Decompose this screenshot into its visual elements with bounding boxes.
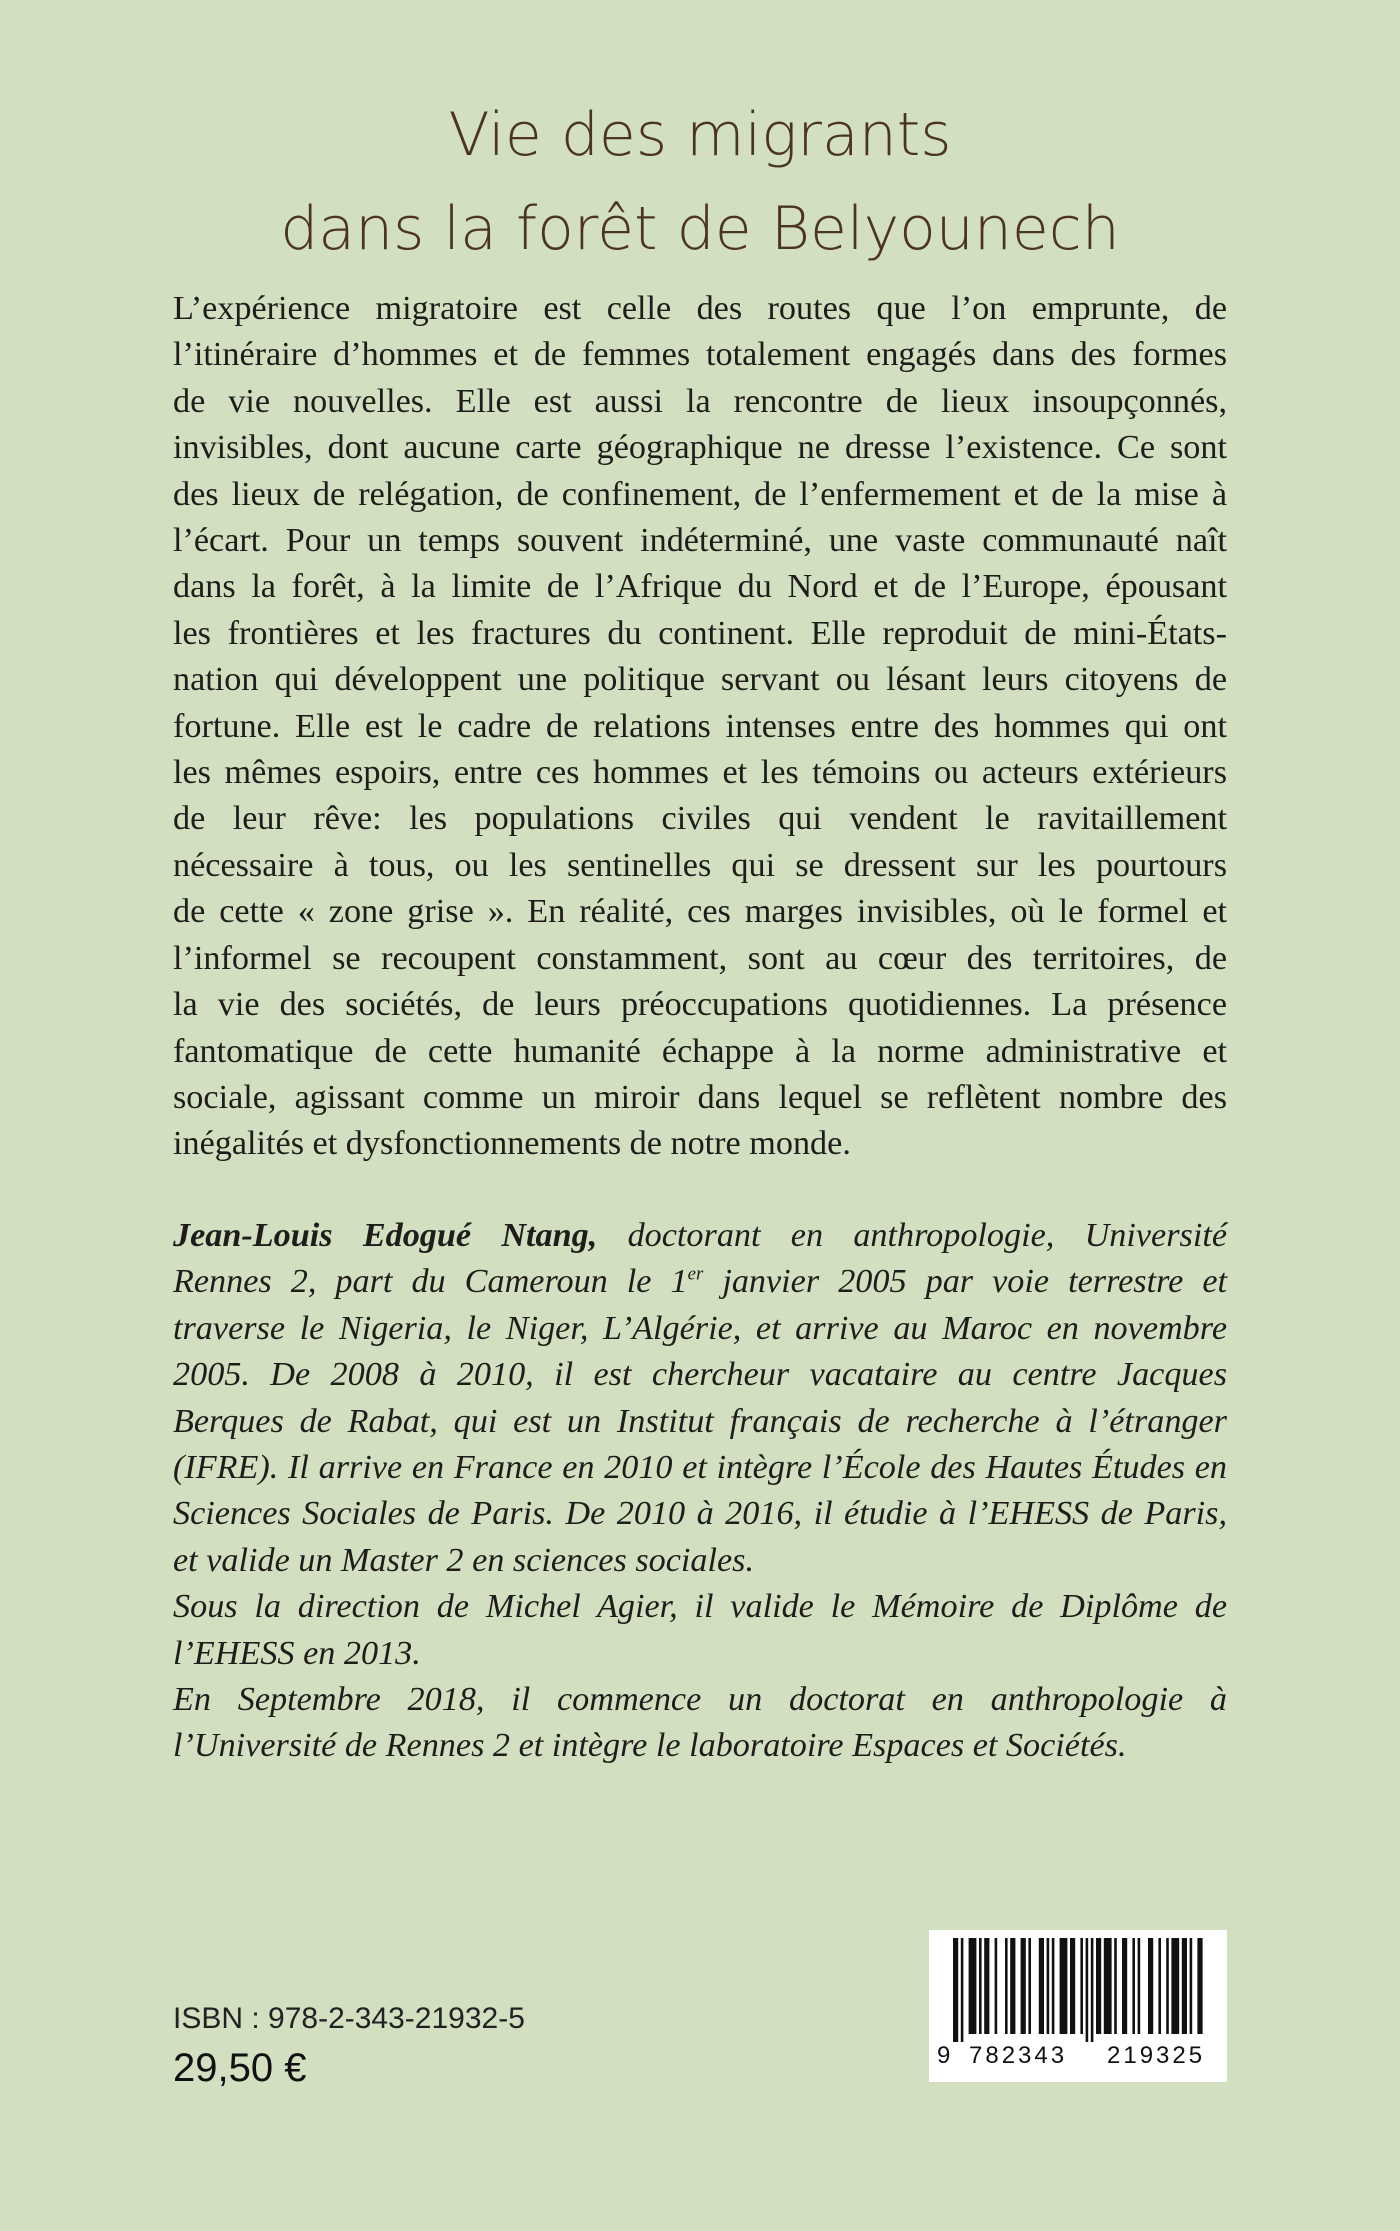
- summary-line: les frontières et les fractures du continent. Elle reproduit de mini-États-: [173, 614, 1227, 652]
- bio-line: En Septembre 2018, il commence un doctorat en anthropologie à: [173, 1681, 1227, 1719]
- summary-line: de cette « zone grise ». En réalité, ces marges invisibles, où le formel et: [173, 893, 1227, 931]
- barcode-bar: [1060, 1938, 1068, 2034]
- barcode-bar: [1171, 1938, 1179, 2034]
- barcode-bar: [1080, 1938, 1083, 2034]
- isbn-text: ISBN : 978-2-343-21932-5: [173, 2002, 525, 2035]
- barcode-bar: [969, 1938, 977, 2034]
- book-summary: [173, 286, 1227, 1168]
- barcode-bar: [1070, 1938, 1075, 2034]
- barcode-bar: [1005, 1938, 1008, 2034]
- barcode-bar: [1114, 1938, 1117, 2034]
- summary-line: inégalités et dysfonctionnements de notre monde.: [173, 1125, 851, 1163]
- price-text: 29,50 €: [173, 2046, 307, 2090]
- summary-line: dans la forêt, à la limite de l’Afrique du Nord et de l’Europe, épousant: [173, 568, 1227, 606]
- barcode-bar: [1028, 1938, 1031, 2034]
- barcode-bar: [1197, 1938, 1202, 2034]
- bio-line: l’EHESS en 2013.: [173, 1634, 421, 1672]
- bio-line: et valide un Master 2 en sciences sociales.: [173, 1541, 755, 1579]
- barcode-digits-left: 782343: [969, 2042, 1068, 2069]
- barcode-bar: [1086, 1938, 1089, 2042]
- barcode-bar: [1182, 1938, 1187, 2034]
- barcode-bar: [1010, 1938, 1015, 2034]
- summary-line: sociale, agissant comme un miroir dans lequel se reflètent nombre des: [173, 1078, 1227, 1116]
- bio-line-text: janvier 2005 par voie terrestre et: [703, 1263, 1228, 1301]
- summary-line: l’écart. Pour un temps souvent indéterminé, une vaste communauté naît: [173, 522, 1227, 560]
- bio-line-text: Rennes 2, part du Cameroun le 1: [173, 1263, 688, 1301]
- barcode-bar: [1052, 1938, 1055, 2034]
- barcode-bar: [1047, 1938, 1050, 2034]
- author-name: Jean-Louis Edogué Ntang,: [173, 1217, 598, 1254]
- summary-line: la vie des sociétés, de leurs préoccupations quotidiennes. La présence: [173, 986, 1227, 1024]
- summary-line: fortune. Elle est le cadre de relations intenses entre des hommes qui ont: [173, 707, 1227, 745]
- bio-line: l’Université de Rennes 2 et intègre le laboratoire Espaces et Sociétés.: [173, 1727, 1127, 1765]
- bio-line: Sous la direction de Michel Agier, il valide le Mémoire de Diplôme de: [173, 1588, 1227, 1626]
- barcode-bar: [1148, 1938, 1153, 2034]
- barcode-bar: [1158, 1938, 1161, 2034]
- barcode-bar: [995, 1938, 998, 2034]
- barcode-bar: [961, 1938, 964, 2042]
- title-line-1: Vie des migrants: [448, 100, 952, 170]
- author-bio: [173, 1213, 1227, 1770]
- bio-line: traverse le Nigeria, le Niger, L’Algérie, et arrive au Maroc en novembre: [173, 1309, 1227, 1347]
- barcode-bar: [1096, 1938, 1101, 2034]
- barcode-bar: [979, 1938, 982, 2034]
- summary-line: des lieux de relégation, de confinement, de l’enfermement et de la mise à: [173, 475, 1227, 513]
- barcode-bars-icon: [939, 1938, 1217, 2042]
- summary-line: fantomatique de cette humanité échappe à la norme administrative et: [173, 1032, 1227, 1070]
- bio-line: Berques de Rabat, qui est un Institut français de recherche à l’étranger: [173, 1402, 1227, 1440]
- summary-line: de vie nouvelles. Elle est aussi la rencontre de lieux insoupçonnés,: [173, 382, 1227, 420]
- barcode-digits-right: 219325: [1107, 2042, 1206, 2069]
- summary-line: invisibles, dont aucune carte géographique ne dresse l’existence. Ce sont: [173, 429, 1227, 467]
- barcode-bar: [953, 1938, 958, 2042]
- summary-line: nation qui développent une politique servant ou lésant leurs citoyens de: [173, 661, 1227, 699]
- book-title: [0, 88, 1400, 276]
- summary-line: les mêmes espoirs, entre ces hommes et les témoins ou acteurs extérieurs: [173, 754, 1227, 792]
- barcode-digit-first: 9: [937, 2042, 951, 2069]
- summary-line: nécessaire à tous, ou les sentinelles qui se dressent sur les pourtours: [173, 846, 1227, 884]
- bio-line: 2005. De 2008 à 2010, il est chercheur vacataire au centre Jacques: [173, 1356, 1227, 1394]
- title-line-2: dans la forêt de Belyounech: [280, 194, 1120, 264]
- barcode-bar: [1122, 1938, 1127, 2034]
- summary-line: de leur rêve: les populations civiles qui vendent le ravitaillement: [173, 800, 1227, 838]
- barcode-bar: [1132, 1938, 1135, 2034]
- barcode-bar: [1138, 1938, 1141, 2034]
- summary-line: l’informel se recoupent constamment, sont au cœur des territoires, de: [173, 939, 1227, 977]
- bio-line: Sciences Sociales de Paris. De 2010 à 2016, il étudie à l’EHESS de Paris,: [173, 1495, 1227, 1533]
- barcode-bar: [1091, 1938, 1094, 2042]
- summary-line: l’itinéraire d’hommes et de femmes totalement engagés dans des formes: [173, 336, 1227, 374]
- barcode-bar: [1104, 1938, 1112, 2034]
- ordinal-superscript: er: [687, 1264, 704, 1286]
- barcode-bar: [1190, 1938, 1193, 2034]
- summary-line: L’expérience migratoire est celle des routes que l’on emprunte, de: [173, 290, 1227, 327]
- bio-line: [173, 1259, 1227, 1305]
- bio-line: (IFRE). Il arrive en France en 2010 et intègre l’École des Hautes Études en: [173, 1449, 1227, 1487]
- bio-line: [173, 1213, 1227, 1259]
- barcode-bar: [984, 1938, 989, 2034]
- barcode-bar: [1039, 1938, 1044, 2034]
- barcode-bar: [1021, 1938, 1026, 2034]
- bio-line-text: doctorant en anthropologie, Université: [597, 1217, 1227, 1254]
- barcode: [929, 1930, 1227, 2082]
- barcode-bar: [1166, 1938, 1169, 2034]
